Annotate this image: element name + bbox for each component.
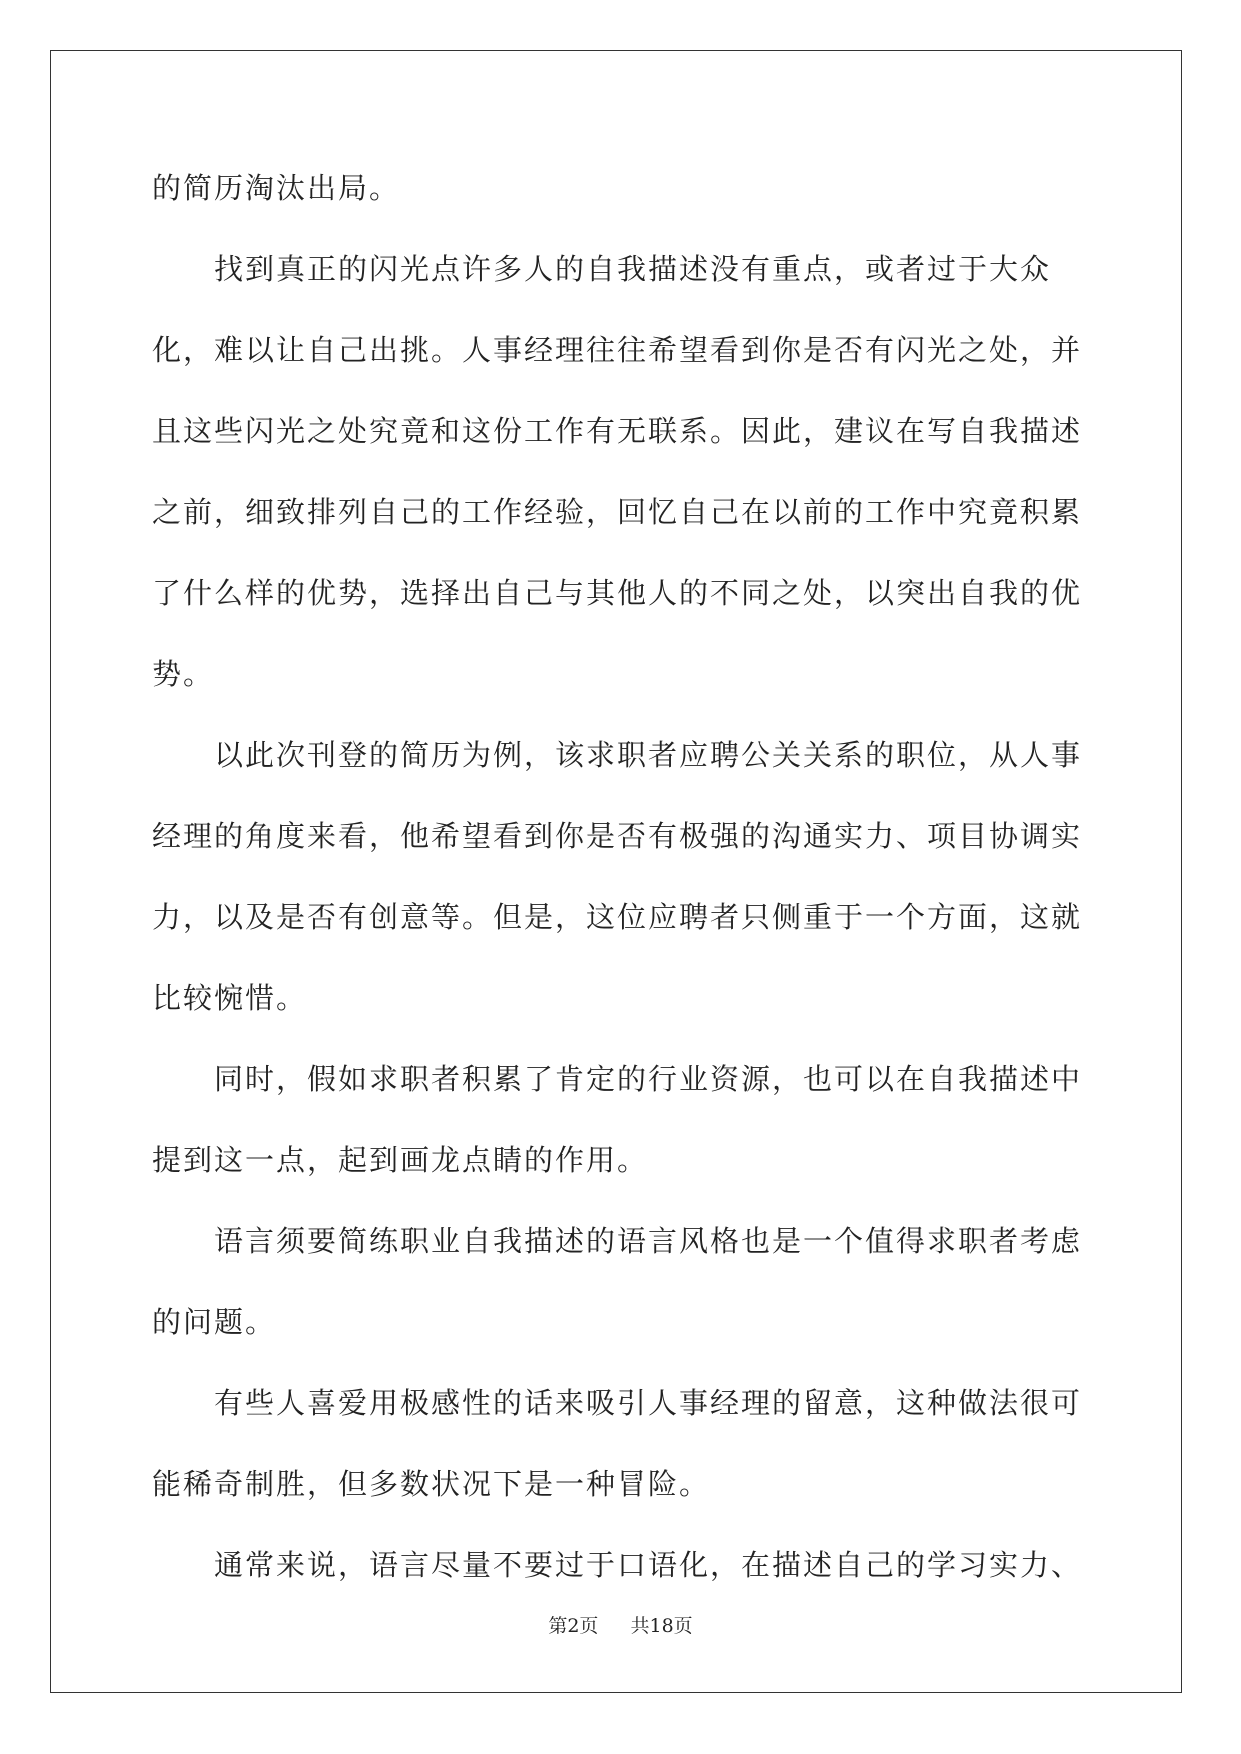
paragraph: 的简历淘汰出局。	[152, 171, 401, 205]
page-number: 第2页	[548, 1615, 599, 1637]
page-footer	[0, 1611, 1241, 1638]
document-body	[152, 148, 1092, 1606]
paragraph: 语言须要简练职业自我描述的语言风格也是一个值得求职者考虑的问题。	[152, 1224, 1083, 1339]
paragraph: 有些人喜爱用极感性的话来吸引人事经理的留意，这种做法很可能稀奇制胜，但多数状况下是一种冒险。	[152, 1386, 1083, 1501]
page-total: 共18页	[630, 1615, 693, 1637]
paragraph: 同时，假如求职者积累了肯定的行业资源，也可以在自我描述中提到这一点，起到画龙点睛的作用。	[152, 1062, 1083, 1177]
paragraph: 以此次刊登的简历为例，该求职者应聘公关关系的职位，从人事经理的角度来看，他希望看到你是否有极强的沟通实力、项目协调实力，以及是否有创意等。但是，这位应聘者只侧重于一个方面，这就比较惋惜。	[152, 738, 1083, 1015]
paragraph: 找到真正的闪光点许多人的自我描述没有重点，或者过于大众化，难以让自己出挑。人事经理往往希望看到你是否有闪光之处，并且这些闪光之处究竟和这份工作有无联系。因此，建议在写自我描述之前，细致排列自己的工作经验，回忆自己在以前的工作中究竟积累了什么样的优势，选择出自己与其他人的不同之处，以突出自我的优势。	[152, 252, 1083, 691]
paragraph: 通常来说，语言尽量不要过于口语化，在描述自己的学习实力、	[214, 1548, 1083, 1582]
